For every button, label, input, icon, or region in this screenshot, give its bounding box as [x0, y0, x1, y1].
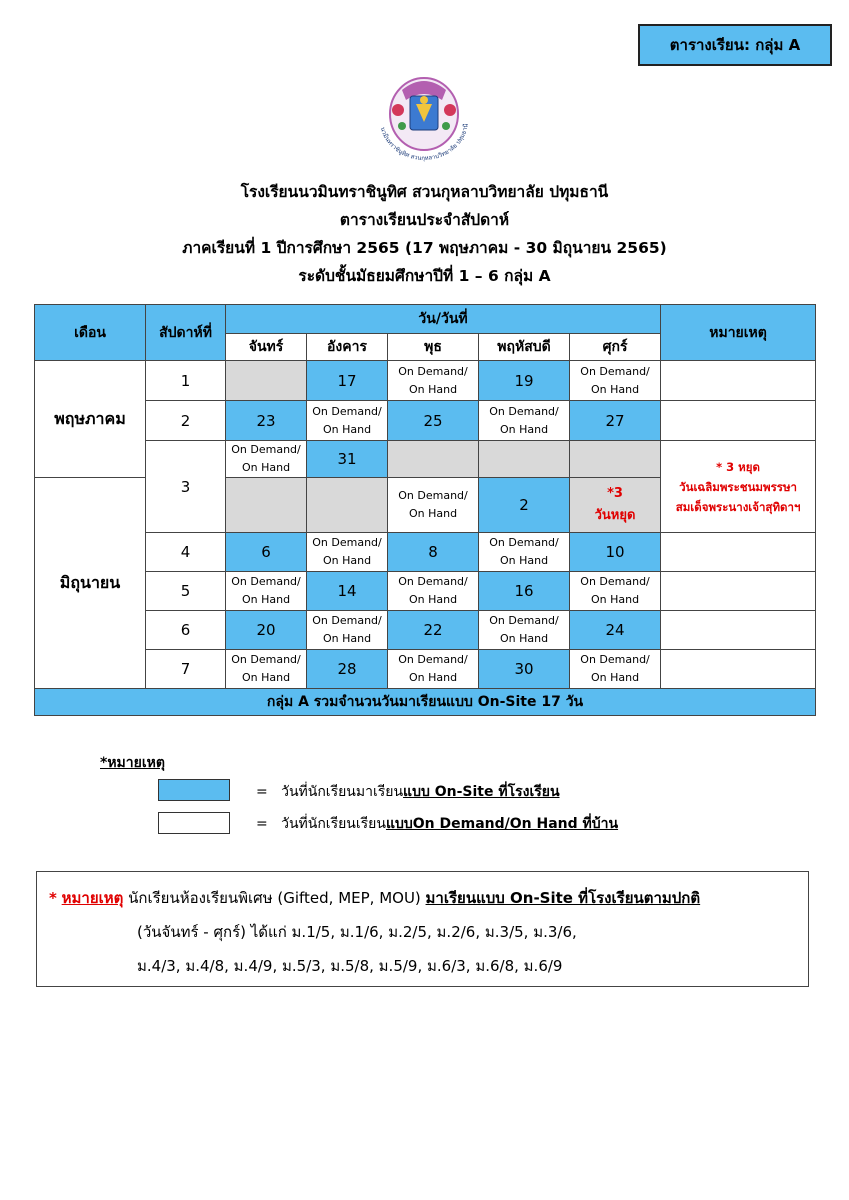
logo-text: นวมินทราชินูทิศ สวนกุหลาบวิทยาลัย ปทุมธานี	[378, 123, 470, 162]
onsite-day-cell: 17	[307, 361, 388, 401]
school-name: โรงเรียนนวมินทราชินูทิศ สวนกุหลาบวิทยาลัย ปทุมธานี	[240, 183, 609, 201]
day-cell-empty	[479, 441, 570, 478]
legend-swatch-onsite	[158, 779, 230, 801]
onsite-day-cell: 10	[570, 533, 661, 572]
ondemand-cell: On Demand/ On Hand	[388, 361, 479, 401]
week-number: 4	[146, 533, 226, 572]
day-cell-empty	[226, 478, 307, 533]
ondemand-cell: On Demand/ On Hand	[307, 611, 388, 650]
note-line-2: (วันจันทร์ - ศุกร์) ได้แก่ ม.1/5, ม.1/6, ม.2/5, ม.2/6, ม.3/5, ม.3/6,	[137, 923, 577, 941]
ondemand-cell: On Demand/ On Hand	[388, 650, 479, 689]
onsite-day-cell: 28	[307, 650, 388, 689]
day-cell-empty	[226, 361, 307, 401]
header-days-group: วัน/วันที่	[226, 305, 661, 334]
note-line-1: * หมายเหตุ นักเรียนห้องเรียนพิเศษ (Gifted, MEP, MOU) มาเรียนแบบ On-Site ที่โรงเรียนตามปกติ	[49, 889, 701, 907]
legend-swatch-ondemand	[158, 812, 230, 834]
ondemand-cell: On Demand/ On Hand	[307, 401, 388, 441]
header-remark: หมายเหตุ	[661, 305, 816, 361]
onsite-day-cell: 6	[226, 533, 307, 572]
legend-title: *หมายเหตุ	[100, 755, 165, 771]
onsite-total-summary: กลุ่ม A รวมจำนวนวันมาเรียนแบบ On-Site 17 วัน	[35, 689, 816, 716]
schedule-title: ตารางเรียนประจำสัปดาห์	[339, 211, 510, 229]
header-day-wed: พุธ	[388, 334, 479, 361]
week-number: 5	[146, 572, 226, 611]
header-day-tue: อังคาร	[307, 334, 388, 361]
ondemand-cell: On Demand/ On Hand	[570, 572, 661, 611]
onsite-day-cell: 24	[570, 611, 661, 650]
remark-cell	[661, 533, 816, 572]
week-number: 7	[146, 650, 226, 689]
ondemand-cell: On Demand/ On Hand	[479, 611, 570, 650]
onsite-day-cell: 27	[570, 401, 661, 441]
remark-cell	[661, 650, 816, 689]
school-emblem-icon	[372, 70, 476, 162]
month-june: มิถุนายน	[35, 478, 146, 689]
header-day-thu: พฤหัสบดี	[479, 334, 570, 361]
grade-line: ระดับชั้นมัธยมศึกษาปีที่ 1 – 6 กลุ่ม A	[298, 267, 551, 285]
onsite-day-cell: 31	[307, 441, 388, 478]
ondemand-cell: On Demand/ On Hand	[388, 572, 479, 611]
remark-cell	[661, 401, 816, 441]
onsite-day-cell: 23	[226, 401, 307, 441]
legend-onsite: = วันที่นักเรียนมาเรียนแบบ On-Site ที่โรงเรียน	[256, 784, 560, 800]
note-label: หมายเหตุ	[61, 889, 124, 907]
ondemand-cell: On Demand/ On Hand	[388, 478, 479, 533]
onsite-day-cell: 30	[479, 650, 570, 689]
week-number: 2	[146, 401, 226, 441]
onsite-day-cell: 14	[307, 572, 388, 611]
document-titles	[0, 178, 849, 290]
onsite-day-cell: 25	[388, 401, 479, 441]
day-cell-empty	[570, 441, 661, 478]
ondemand-cell: On Demand/ On Hand	[570, 361, 661, 401]
semester-line: ภาคเรียนที่ 1 ปีการศึกษา 2565 (17 พฤษภาคม - 30 มิถุนายน 2565)	[182, 239, 667, 257]
ondemand-cell: On Demand/ On Hand	[570, 650, 661, 689]
week-number: 1	[146, 361, 226, 401]
month-may: พฤษภาคม	[35, 361, 146, 478]
ondemand-cell: On Demand/ On Hand	[226, 572, 307, 611]
day-cell-empty	[307, 478, 388, 533]
remark-cell	[661, 611, 816, 650]
week-number: 3	[146, 441, 226, 533]
onsite-day-cell: 2	[479, 478, 570, 533]
onsite-day-cell: 8	[388, 533, 479, 572]
header-week: สัปดาห์ที่	[146, 305, 226, 361]
remark-cell	[661, 572, 816, 611]
schedule-table	[34, 304, 816, 716]
ondemand-cell: On Demand/ On Hand	[479, 401, 570, 441]
onsite-day-cell: 20	[226, 611, 307, 650]
day-cell-empty	[388, 441, 479, 478]
ondemand-cell: On Demand/ On Hand	[226, 441, 307, 478]
remark-cell	[661, 361, 816, 401]
onsite-day-cell: 22	[388, 611, 479, 650]
holiday-remark: * 3 หยุด วันเฉลิมพระชนมพรรษา สมเด็จพระนางเจ้าสุทิดาฯ	[661, 441, 816, 533]
holiday-cell: *3 วันหยุด	[570, 478, 661, 533]
legend-ondemand: = วันที่นักเรียนเรียนแบบOn Demand/On Hand ที่บ้าน	[256, 816, 619, 832]
note-line-3: ม.4/3, ม.4/8, ม.4/9, ม.5/3, ม.5/8, ม.5/9, ม.6/3, ม.6/8, ม.6/9	[137, 957, 563, 975]
header-month: เดือน	[35, 305, 146, 361]
ondemand-cell: On Demand/ On Hand	[226, 650, 307, 689]
onsite-day-cell: 19	[479, 361, 570, 401]
group-tag: ตารางเรียน: กลุ่ม A	[638, 24, 832, 66]
header-day-mon: จันทร์	[226, 334, 307, 361]
ondemand-cell: On Demand/ On Hand	[307, 533, 388, 572]
special-class-note	[36, 871, 809, 987]
week-number: 6	[146, 611, 226, 650]
onsite-day-cell: 16	[479, 572, 570, 611]
ondemand-cell: On Demand/ On Hand	[479, 533, 570, 572]
header-day-fri: ศุกร์	[570, 334, 661, 361]
